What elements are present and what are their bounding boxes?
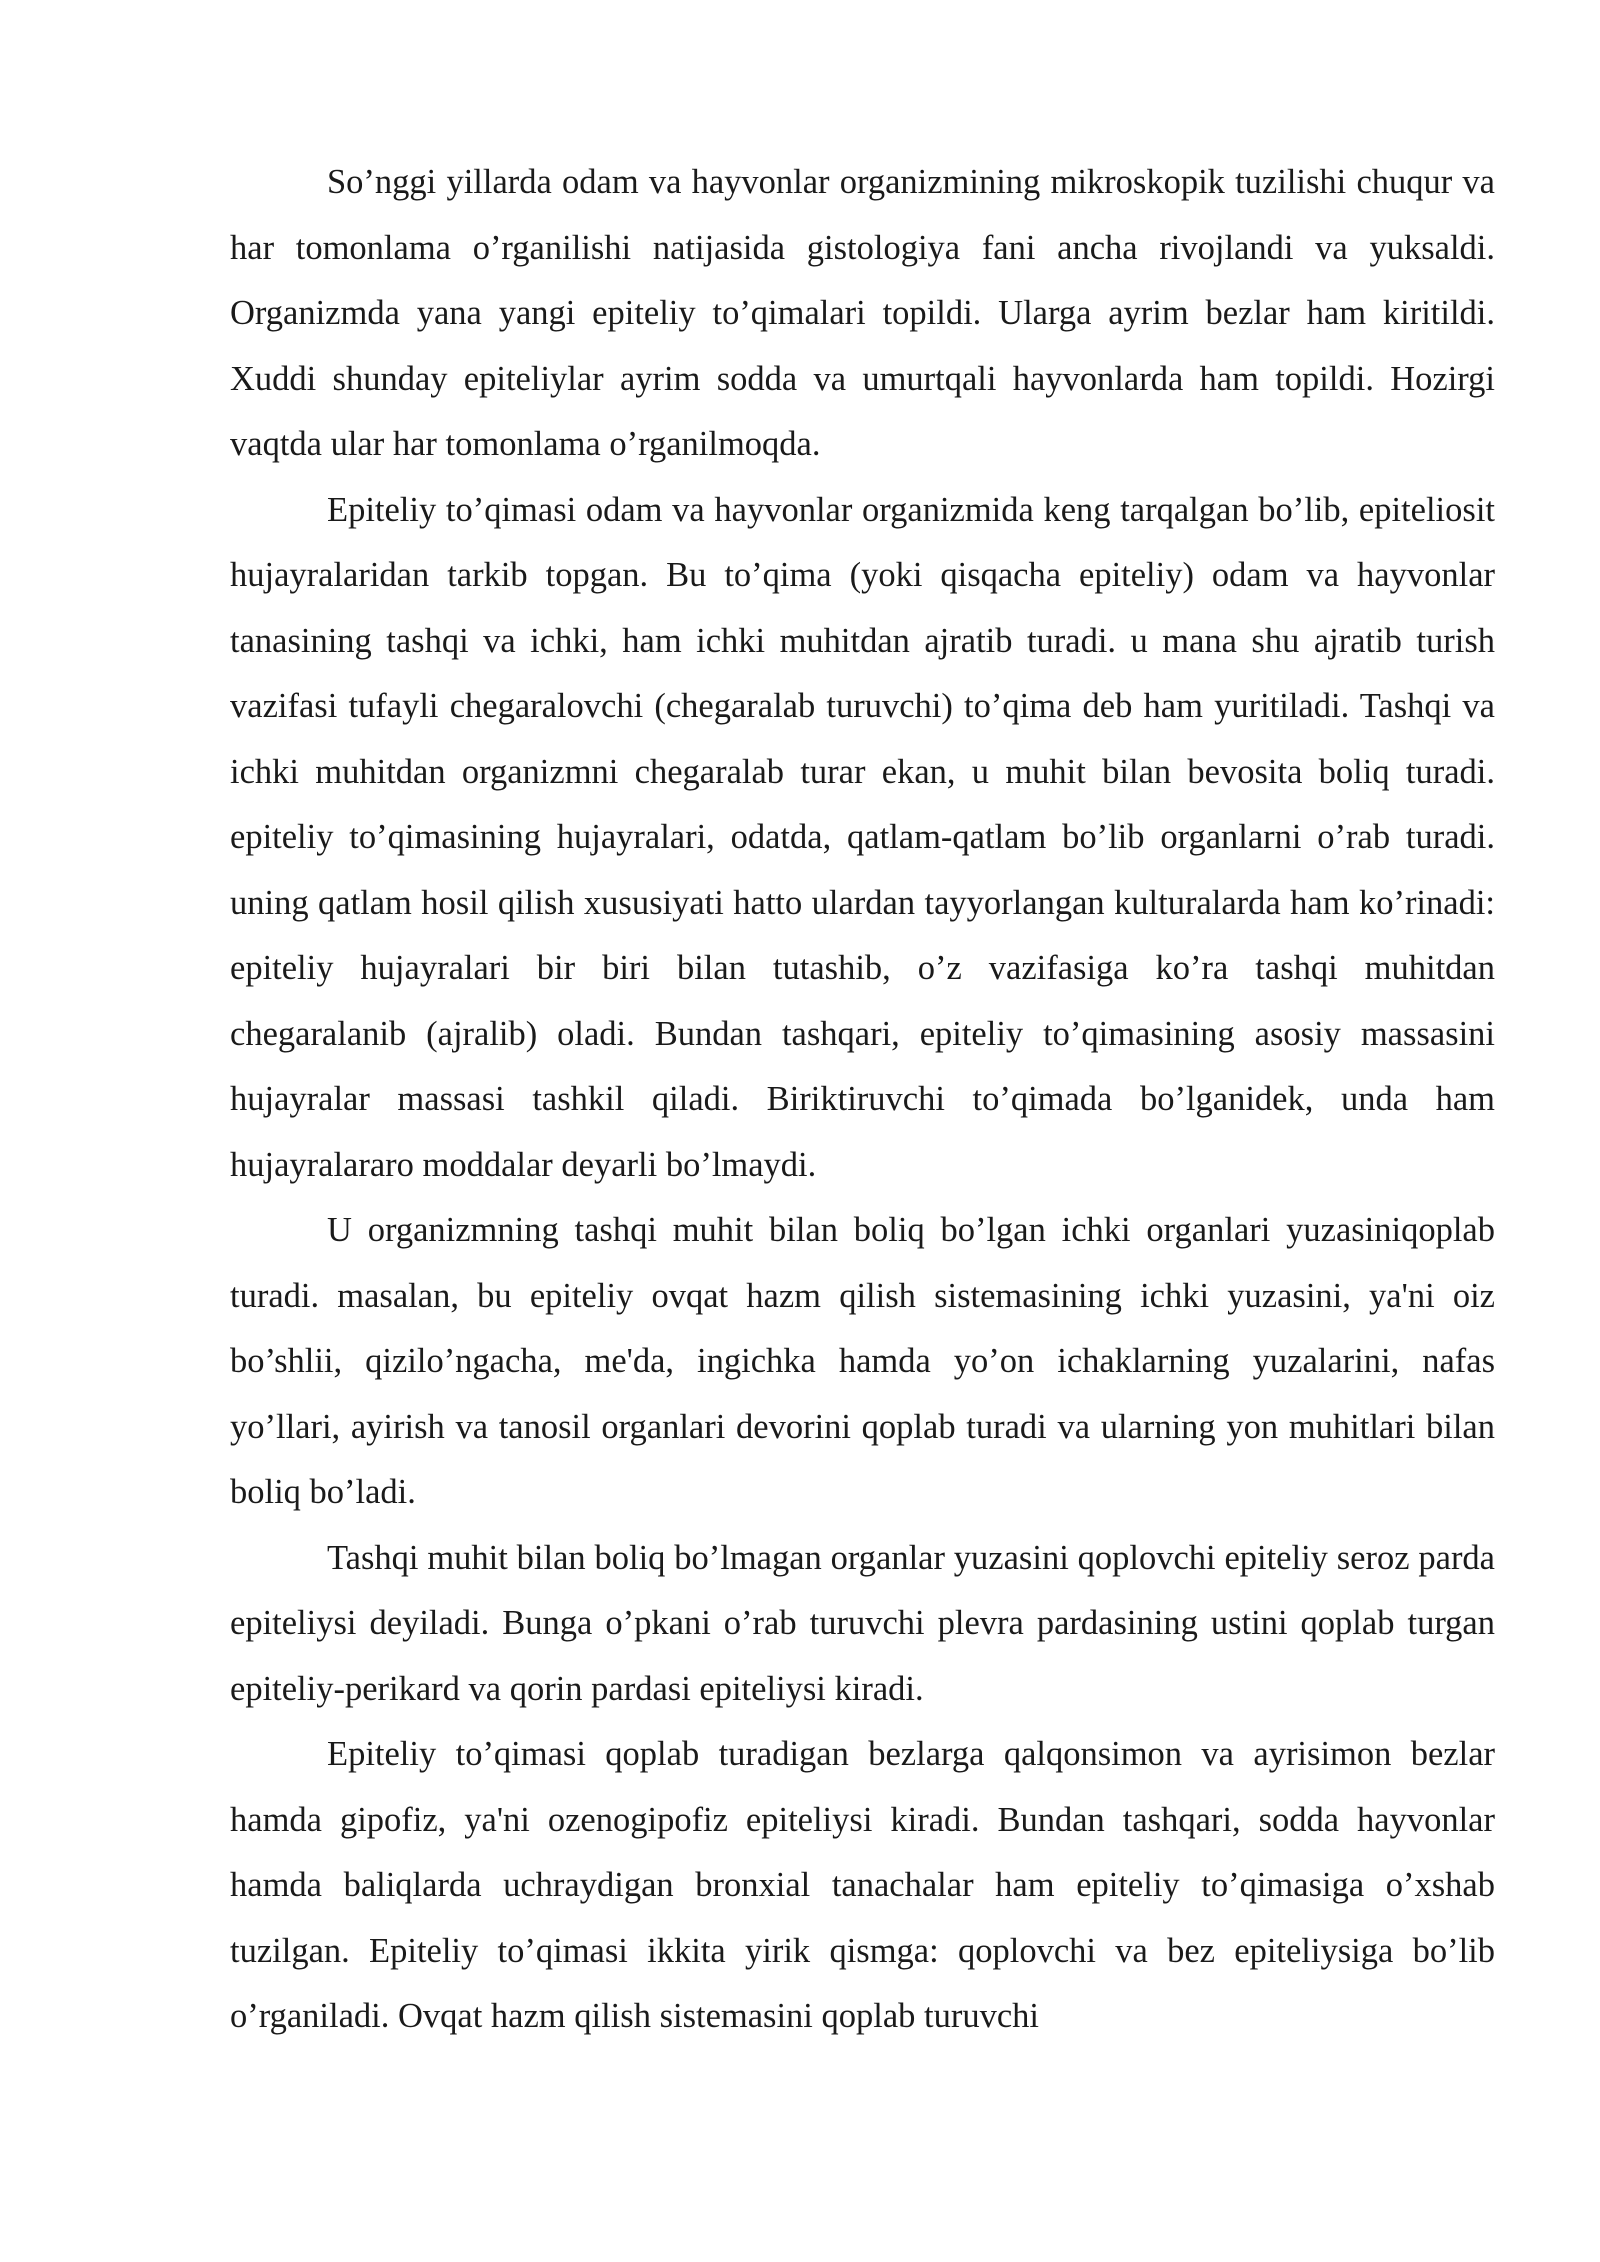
paragraph-3: U organizmning tashqi muhit bilan boliq bo’lgan ichki organlari yuzasiniqoplab turadi. masalan, bu epiteliy ovqat hazm qilish sistemasining ichki yuzasini, ya'ni oiz bo’shlii, qizilo’ngacha, me'da, ingichka hamda yo’on ichaklarning yuzalarini, nafas yo’llari, ayirish va tanosil organlari devorini qoplab turadi va ularning yon muhitlari bilan boliq bo’ladi. [230,1211,1495,1511]
paragraph-5: Epiteliy to’qimasi qoplab turadigan bezlarga qalqonsimon va ayrisimon bezlar hamda gipofiz, ya'ni ozenogipofiz epiteliysi kiradi. Bundan tashqari, sodda hayvonlar hamda baliqlarda uchraydigan bronxial tanachalar ham epiteliy to’qimasiga o’xshab tuzilgan. Epiteliy to’qimasi ikkita yirik qismga: qoplovchi va bez epiteliysiga bo’lib o’rganiladi. Ovqat hazm qilish sistemasini qoplab turuvchi [230,1735,1495,2035]
paragraph-4: Tashqi muhit bilan boliq bo’lmagan organlar yuzasini qoplovchi epiteliy seroz parda epiteliysi deyiladi. Bunga o’pkani o’rab turuvchi plevra pardasining ustini qoplab turgan epiteliy-perikard va qorin pardasi epiteliysi kiradi. [230,1538,1495,1708]
paragraph-1: So’nggi yillarda odam va hayvonlar organizmining mikroskopik tuzilishi chuqur va har tomonlama o’rganilishi natijasida gistologiya fani ancha rivojlandi va yuksaldi. Organizmda yana yangi epiteliy to’qimalari topildi. Ularga ayrim bezlar ham kiritildi. Xuddi shunday epiteliylar ayrim sodda va umurtqali hayvonlarda ham topildi. Hozirgi vaqtda ular har tomonlama o’rganilmoqda. [230,163,1495,463]
body-text [230,150,1495,2050]
paragraph-2: Epiteliy to’qimasi odam va hayvonlar organizmida keng tarqalgan bo’lib, epiteliosit hujayralaridan tarkib topgan. Bu to’qima (yoki qisqacha epiteliy) odam va hayvonlar tanasining tashqi va ichki, ham ichki muhitdan ajratib turadi. u mana shu ajratib turish vazifasi tufayli chegaralovchi (chegaralab turuvchi) to’qima deb ham yuritiladi. Tashqi va ichki muhitdan organizmni chegaralab turar ekan, u muhit bilan bevosita boliq turadi. epiteliy to’qimasining hujayralari, odatda, qatlam-qatlam bo’lib organlarni o’rab turadi. uning qatlam hosil qilish xususiyati hatto ulardan tayyorlangan kulturalarda ham ko’rinadi: epiteliy hujayralari bir biri bilan tutashib, o’z vazifasiga ko’ra tashqi muhitdan chegaralanib (ajralib) oladi. Bundan tashqari, epiteliy to’qimasining asosiy massasini hujayralar massasi tashkil qiladi. Biriktiruvchi to’qimada bo’lganidek, unda ham hujayralararo moddalar deyarli bo’lmaydi. [230,490,1495,1184]
